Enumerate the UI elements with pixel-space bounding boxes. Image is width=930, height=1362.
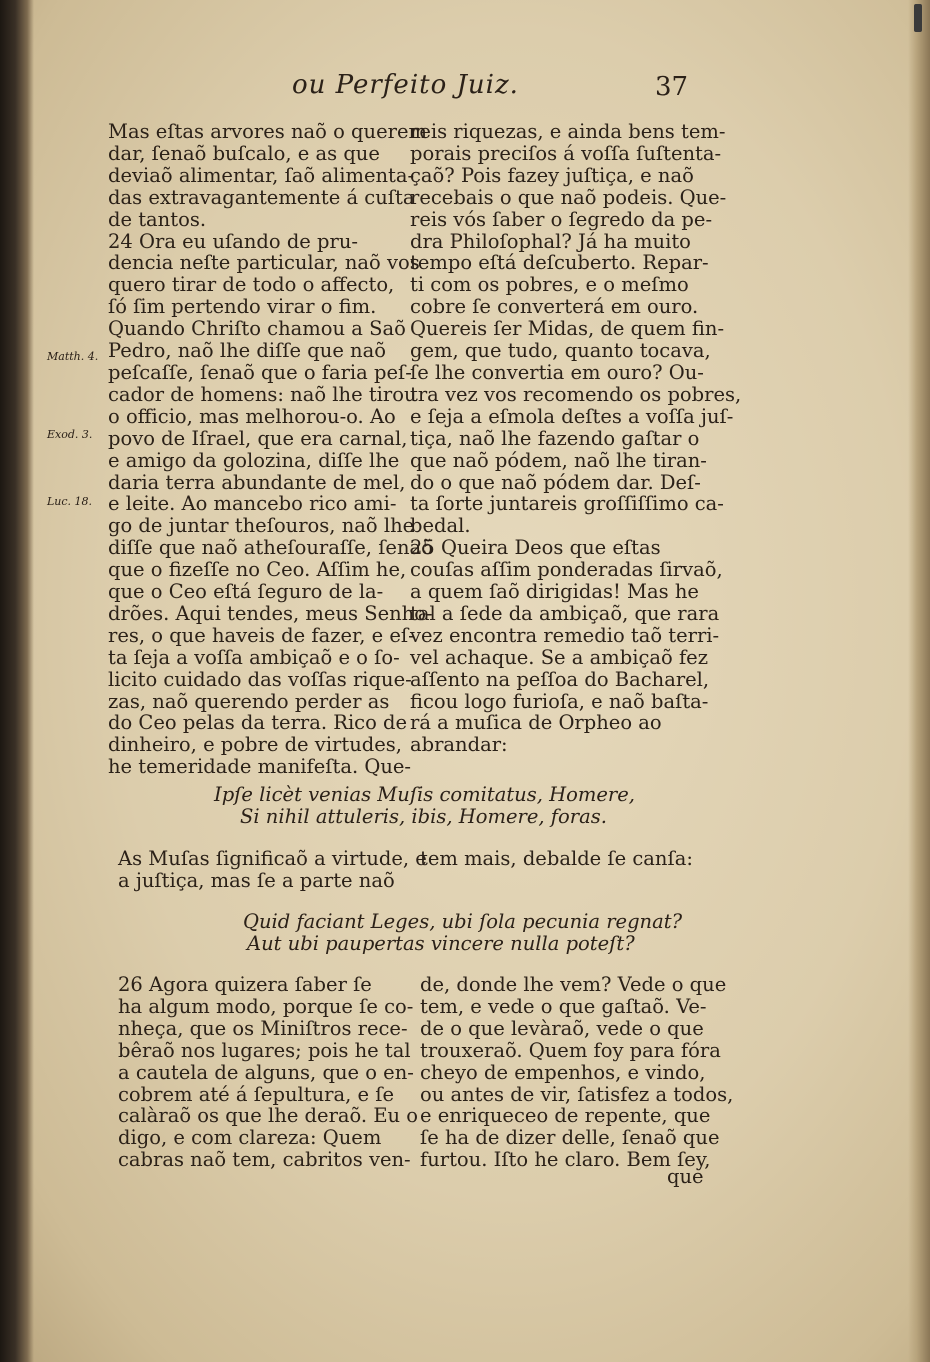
page-number: 37 xyxy=(655,72,689,102)
text-line: cobrem até á ſepultura, e ſe xyxy=(118,1082,394,1106)
text-line: ta ſorte juntareis groſſiſſimo ca- xyxy=(410,492,724,516)
text-line: que naõ pódem, naõ lhe tiran- xyxy=(410,448,707,472)
text-line: de o que levàraõ, vede o que xyxy=(420,1016,704,1040)
verse-line: Ipſe licèt venias Muſis comitatus, Homere, xyxy=(214,783,635,806)
text-line: dencia neſte particular, naõ vos xyxy=(108,251,420,275)
text-line: he temeridade manifeſta. Que- xyxy=(108,755,412,779)
margin-note: Exod. 3. xyxy=(47,428,93,441)
text-line: Quereis ſer Midas, de quem fin- xyxy=(410,317,725,341)
text-line: 26 Agora quizera ſaber ſe xyxy=(118,973,372,996)
text-line: que o fizeſſe no Ceo. Aſſim he, xyxy=(108,558,407,582)
latin-verse xyxy=(214,784,635,828)
text-line: a juſtiça, mas ſe a parte naõ xyxy=(118,868,395,892)
text-line: tem, e vede o que gaſtaõ. Ve- xyxy=(420,994,707,1018)
text-line: As Muſas ſignificaõ a virtude, e xyxy=(118,847,427,870)
text-line: drões. Aqui tendes, meus Senho- xyxy=(108,601,433,625)
middle-right-column xyxy=(420,848,693,870)
catchword xyxy=(667,1166,704,1188)
text-line: que o Ceo eſtá ſeguro de la- xyxy=(108,580,384,604)
text-line: rá a muſica de Orpheo ao xyxy=(410,711,662,735)
text-line: ta ſeja a voſſa ambiçaõ e o ſo- xyxy=(108,645,400,669)
text-line: calàraõ os que lhe deraõ. Eu o xyxy=(118,1104,419,1128)
text-line: diſſe que naõ atheſouraſſe, ſenaõ xyxy=(108,536,433,560)
text-line: tra vez vos recomendo os pobres, xyxy=(410,382,742,406)
text-line: ſó ſim pertendo virar o fim. xyxy=(108,295,377,319)
text-line: digo, e com clareza: Quem xyxy=(118,1126,382,1150)
text-line: reis vós ſaber o ſegredo da pe- xyxy=(410,207,713,231)
text-line: çaõ? Pois fazey juſtiça, e naõ xyxy=(410,163,694,187)
text-line: de tantos. xyxy=(108,207,207,231)
text-line: zas, naõ querendo perder as xyxy=(108,689,390,713)
text-line: tem mais, debalde ſe canſa: xyxy=(420,847,693,870)
text-line: tempo eſtá deſcuberto. Repar- xyxy=(410,251,709,275)
text-line: vez encontra remedio taõ terri- xyxy=(410,623,720,647)
text-line: ti com os pobres, e o meſmo xyxy=(410,273,689,297)
text-line: das extravagantemente á cuſta xyxy=(108,185,415,209)
latin-verse xyxy=(243,911,682,955)
scanner-clip xyxy=(914,4,922,32)
verse-line: Quid faciant Leges, ubi ſola pecunia regnat? xyxy=(243,910,683,933)
text-line: ha algum modo, porque ſe co- xyxy=(118,994,414,1018)
text-line: daria terra abundante de mel, xyxy=(108,470,406,494)
text-line: e amigo da golozina, diſſe lhe xyxy=(108,448,400,472)
text-line: a cautela de alguns, que o en- xyxy=(118,1060,414,1084)
text-line: de, donde lhe vem? Vede o que xyxy=(420,973,727,996)
text-line: Pedro, naõ lhe diſſe que naõ xyxy=(108,339,386,363)
text-line: tiça, naõ lhe fazendo gaſtar o xyxy=(410,426,700,450)
margin-note: Luc. 18. xyxy=(47,495,93,508)
text-line: 24 Ora eu uſando de pru- xyxy=(108,229,358,253)
text-line: cheyo de empenhos, e vindo, xyxy=(420,1060,706,1084)
book-spine-shadow xyxy=(0,0,34,1362)
right-column xyxy=(410,121,741,756)
text-line: abrandar: xyxy=(410,733,508,757)
text-line: res, o que haveis de fazer, e eſ- xyxy=(108,623,415,647)
text-line: aſſento na peſſoa do Bacharel, xyxy=(410,667,710,691)
text-line: 25 Queira Deos que eſtas xyxy=(410,536,661,560)
page-edge xyxy=(908,0,930,1362)
text-line: cabras naõ tem, cabritos ven- xyxy=(118,1148,411,1172)
text-line: vel achaque. Se a ambiçaõ fez xyxy=(410,645,708,669)
text-line: bedal. xyxy=(410,514,471,538)
verse-line: Si nihil attuleris, ibis, Homere, foras. xyxy=(240,805,607,828)
text-line: e enriqueceo de repente, que xyxy=(420,1104,711,1128)
text-line: povo de Iſrael, que era carnal, xyxy=(108,426,408,450)
text-line: bêraõ nos lugares; pois he tal xyxy=(118,1038,411,1062)
text-line: Mas eſtas arvores naõ o querem xyxy=(108,120,427,143)
text-line: do Ceo pelas da terra. Rico de xyxy=(108,711,408,735)
text-line: gem, que tudo, quanto tocava, xyxy=(410,339,711,363)
margin-note: Matth. 4. xyxy=(47,350,99,363)
text-line: deviaõ alimentar, ſaõ alimenta- xyxy=(108,163,415,187)
text-line: a quem ſaõ dirigidas! Mas he xyxy=(410,580,699,604)
text-line: furtou. Iſto he claro. Bem ſey, xyxy=(420,1148,711,1172)
bottom-left-column xyxy=(118,974,418,1171)
text-line: quero tirar de todo o affecto, xyxy=(108,273,395,297)
text-line: go de juntar theſouros, naõ lhe xyxy=(108,514,415,538)
catchword-text: que xyxy=(667,1165,704,1188)
text-line: o officio, mas melhorou-o. Ao xyxy=(108,404,396,428)
text-line: e ſeja a eſmola deſtes a voſſa juſ- xyxy=(410,404,734,428)
text-line: nheça, que os Miniſtros rece- xyxy=(118,1016,408,1040)
text-line: ſe ha de dizer delle, ſenaõ que xyxy=(420,1126,720,1150)
text-line: Quando Chriſto chamou a Saõ xyxy=(108,317,406,341)
left-column xyxy=(108,121,433,778)
text-line: recebais o que naõ podeis. Que- xyxy=(410,185,727,209)
middle-left-column xyxy=(118,848,427,892)
text-line: ficou logo furioſa, e naõ baſta- xyxy=(410,689,709,713)
text-line: porais preciſos á voſſa ſuſtenta- xyxy=(410,141,722,165)
text-line: cador de homens: naõ lhe tirou xyxy=(108,382,417,406)
text-line: dar, ſenaõ buſcalo, e as que xyxy=(108,141,380,165)
text-line: ou antes de vir, ſatisfez a todos, xyxy=(420,1082,734,1106)
text-line: cobre ſe converterá em ouro. xyxy=(410,295,699,319)
verse-line: Aut ubi paupertas vincere nulla poteſt? xyxy=(247,932,635,955)
text-line: tal a ſede da ambiçaõ, que rara xyxy=(410,601,720,625)
text-line: do o que naõ pódem dar. Deſ- xyxy=(410,470,701,494)
text-line: peſcaſſe, ſenaõ que o faria peſ- xyxy=(108,360,412,384)
text-line: ſe lhe convertia em ouro? Ou- xyxy=(410,360,704,384)
running-title: ou Perfeito Juiz. xyxy=(292,70,519,100)
text-line: e leite. Ao mancebo rico ami- xyxy=(108,492,397,516)
text-line: trouxeraõ. Quem foy para fóra xyxy=(420,1038,721,1062)
text-line: dinheiro, e pobre de virtudes, xyxy=(108,733,402,757)
bottom-right-column xyxy=(420,974,733,1171)
text-line: couſas aſſim ponderadas ſirvaõ, xyxy=(410,558,723,582)
text-line: dra Philoſophal? Já ha muito xyxy=(410,229,691,253)
text-line: reis riquezas, e ainda bens tem- xyxy=(410,120,726,143)
text-line: licito cuidado das voſſas rique- xyxy=(108,667,412,691)
